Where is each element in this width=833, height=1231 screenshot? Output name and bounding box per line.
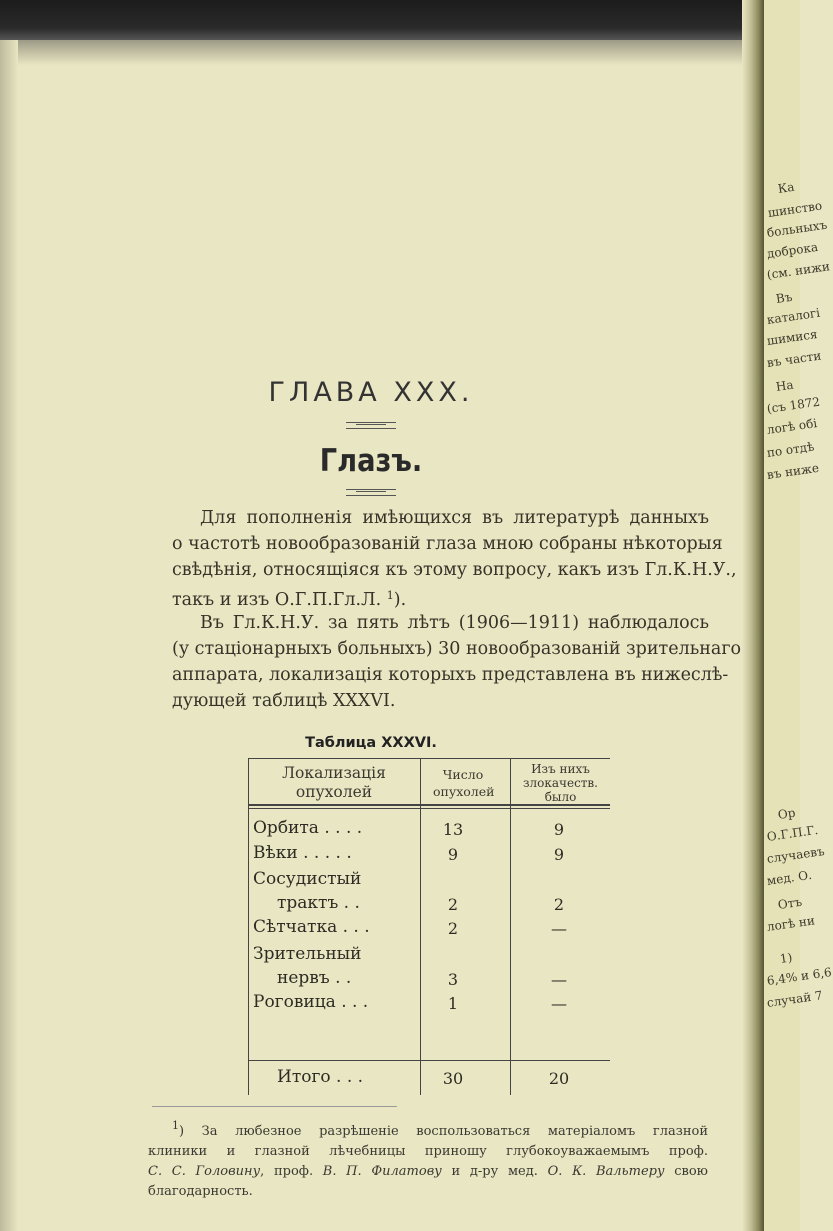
row-label: трактъ . . [277,893,360,913]
table-header-rule [248,804,610,806]
text-line: Въ Гл.К.Н.У. за пять лѣтъ (1906—1911) наблюдалось [200,613,709,633]
footnote-marker: 1 [172,1119,179,1132]
row-label: Вѣки . . . . . [253,843,352,863]
person-name: В. П. Филатову [322,1164,442,1179]
ornament-divider [346,422,396,429]
next-page-fragment: О.Г.П.Г. [766,822,819,844]
footnote-rule [152,1106,397,1107]
next-page-fragment: шинство [767,198,823,220]
table-border [248,758,610,759]
text-line: клиники и глазной лѣчебницы приношу глубокоуважаемымъ проф. [148,1144,708,1159]
total-malignant: 20 [548,1069,570,1088]
next-page-fragment: Отъ [777,894,803,912]
next-page-fragment: (съ 1872 [766,394,821,416]
next-page-fragment: каталогі [766,305,821,327]
row-count: 2 [447,895,459,914]
text-line: благодарность. [148,1184,253,1199]
row-malignant: 2 [553,895,565,914]
row-count: 9 [447,845,459,864]
text-run: ). [393,590,407,610]
row-malignant: 9 [553,820,565,839]
total-count: 30 [442,1069,464,1088]
paragraph-stats [172,610,742,714]
row-label: Сѣтчатка . . . [253,917,370,937]
row-label: нервъ . . [277,968,352,988]
person-name: С. С. Головину [148,1164,261,1179]
next-page-fragment: логѣ обі [766,416,818,437]
row-malignant: 9 [553,845,565,864]
next-page-fragment: больныхъ [766,217,828,240]
row-malignant: — [551,919,567,938]
next-page-fragment: 6,4% и 6,6 [766,964,833,988]
column-header-localization: Локализація опухолей [282,764,386,801]
next-page-strip [764,0,833,1231]
scan-top-shadow [0,40,760,65]
next-page-fragment: по отдѣ [766,439,816,460]
row-label: Зрительный [253,944,362,964]
paragraph-intro [172,505,737,613]
row-count: 2 [447,919,459,938]
scan-left-shadow [0,40,18,1231]
text-line: $^1$) За любезное разрѣшеніе воспользоваться матеріаломъ глазной [172,1119,708,1139]
row-malignant: — [551,970,567,989]
text-run: свою [664,1164,708,1179]
table-header-rule [248,808,610,809]
row-label: Роговица . . . [253,992,369,1012]
row-count: 3 [447,970,459,989]
text-run: За любезное разрѣшеніе воспользоваться матеріаломъ глазной [201,1124,708,1139]
next-page-fragment: Ка [777,179,796,196]
column-header-malignant: Изъ нихъ злокачеств. было [522,762,598,804]
footnote-reference: 1 [386,589,394,602]
next-page-fragment: въ ниже [766,460,820,482]
next-page-fragment: шимися [766,327,819,348]
ornament-divider [346,489,396,496]
text-run: и д-ру мед. [441,1164,548,1179]
column-header-count: Число опухолей [433,767,495,799]
next-page-fragment: На [775,377,795,394]
table-caption: Таблица XXXVI. [305,735,437,751]
next-page-fragment: 1) [779,950,794,966]
total-label: Итого . . . [277,1067,364,1087]
tumor-table [243,758,610,1095]
chapter-heading: ГЛАВА XXX. [268,377,474,408]
row-count: 13 [442,820,464,839]
page-title: Глазъ. [319,443,423,479]
text-run: , проф. [260,1164,323,1179]
scan-top-border [0,0,800,40]
next-page-fragment: (см. нижи [766,259,831,282]
text-run: такъ и изъ О.Г.П.Гл.Л. [172,590,382,610]
text-line [148,1162,708,1182]
text-line: Для пополненія имѣющихся въ литературѣ данныхъ [200,508,709,528]
row-label: Сосудистый [253,869,362,889]
footnote [148,1116,708,1202]
row-label: Орбита . . . . [253,818,363,838]
row-count: 1 [447,994,459,1013]
text-line: дующей таблицѣ XXXVI. [172,691,396,711]
next-page-fragment: случаевъ [766,843,826,866]
next-page-fragment: Въ [775,289,794,306]
table-total-rule [248,1060,610,1061]
next-page-fragment: мед. О. [766,867,813,888]
next-page-fragment: Ор [777,805,797,822]
text-line: свѣдѣнія, относящіяся къ этому вопросу, какъ изъ Гл.К.Н.У., [172,560,737,580]
row-malignant: — [551,994,567,1013]
next-page-fragment: въ части [766,348,823,370]
next-page-fragment: логѣ ни [766,913,816,934]
text-line [172,583,709,613]
person-name: О. К. Вальтеру [547,1164,665,1179]
text-line: (у стаціонарныхъ больныхъ) 30 новообразованій зрительнаго [172,639,742,659]
next-page-fragment: доброка [766,239,819,261]
text-line: о частотѣ новообразованій глаза мною собраны нѣкоторыя [172,534,723,554]
text-line: аппарата, локализація которыхъ представлена въ нижеслѣ- [172,665,729,685]
book-gutter [742,0,764,1231]
next-page-fragment: случай 7 [766,988,824,1010]
